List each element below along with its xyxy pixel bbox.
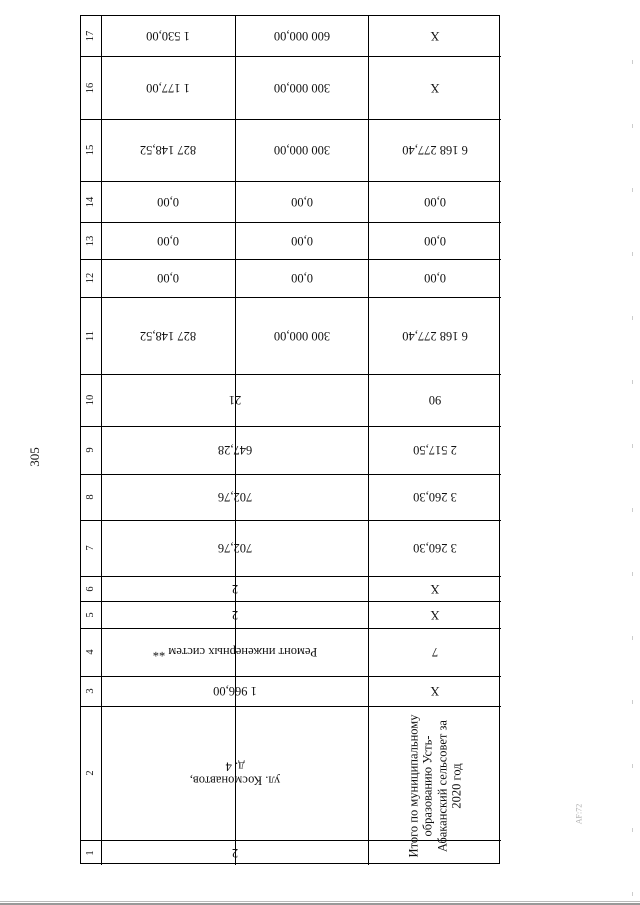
column-number-13 xyxy=(81,222,101,259)
row-a-col-9-text: 647,28 xyxy=(217,443,252,458)
column-number-8 xyxy=(81,474,101,520)
total-row-label xyxy=(368,706,501,865)
total-row-col-7 xyxy=(368,520,501,576)
row-b-col-17-text: 600 000,00 xyxy=(273,29,330,44)
column-number-17 xyxy=(81,16,101,56)
total-row-col-10 xyxy=(368,374,501,426)
row-a-col-17-text: 1 530,00 xyxy=(146,29,190,44)
total-row-col-6 xyxy=(368,576,501,601)
row-a-col-14-text: 0,00 xyxy=(157,194,179,209)
total-row-col-17-text: X xyxy=(429,29,440,44)
budget-repair-table xyxy=(80,15,500,864)
total-row-col-3-text: X xyxy=(429,684,440,699)
row-b-col-14 xyxy=(235,181,368,222)
column-number-2-text: 2 xyxy=(84,770,96,776)
row-b-col-11-text: 300 000,00 xyxy=(273,328,330,343)
total-row-col-8-text: 3 260,30 xyxy=(412,490,457,505)
row-a-col-17 xyxy=(101,16,235,56)
scan-edge-dots xyxy=(632,0,633,905)
row-a-col-15-text: 827 148,52 xyxy=(139,143,197,158)
column-number-11 xyxy=(81,297,101,374)
row-a-col-8 xyxy=(101,474,368,520)
row-a-col-5-text: 2 xyxy=(231,607,238,622)
column-number-17-text: 17 xyxy=(84,30,96,42)
column-number-13-text: 13 xyxy=(84,235,96,246)
total-row-col-8 xyxy=(368,474,501,520)
column-number-9 xyxy=(81,426,101,474)
row-a-col-12-text: 0,00 xyxy=(157,271,179,286)
column-number-7 xyxy=(81,520,101,576)
total-row-col-6-text: X xyxy=(429,581,440,596)
row-b-col-15-text: 300 000,00 xyxy=(273,143,330,158)
total-row-col-12-text: 0,00 xyxy=(423,271,446,286)
row-b-col-12 xyxy=(235,259,368,297)
column-number-4 xyxy=(81,628,101,676)
total-row-col-3 xyxy=(368,676,501,706)
row-a-col-13 xyxy=(101,222,235,259)
total-row-col-9 xyxy=(368,426,501,474)
row-a-col-16-text: 1 177,00 xyxy=(146,80,190,95)
column-number-6-text: 6 xyxy=(84,585,96,592)
total-row-col-13-text: 0,00 xyxy=(423,233,446,248)
row-b-col-14-text: 0,00 xyxy=(290,194,313,209)
row-a-col-3-text: 1 966,00 xyxy=(212,684,257,699)
row-a-col-12 xyxy=(101,259,235,297)
row-a-col-11 xyxy=(101,297,235,374)
row-b-col-15 xyxy=(235,119,368,181)
column-number-6 xyxy=(81,576,101,601)
row-b-col-13 xyxy=(235,222,368,259)
total-row-col-9-text: 2 517,50 xyxy=(412,443,457,458)
row-a-col-2-text: ул. Космонавтов, д. 4 xyxy=(189,759,280,788)
total-row-col-10-text: 90 xyxy=(428,393,441,408)
column-number-5 xyxy=(81,601,101,628)
column-number-15 xyxy=(81,119,101,181)
row-b-col-13-text: 0,00 xyxy=(290,233,313,248)
row-a-col-9 xyxy=(101,426,368,474)
row-b-col-11 xyxy=(235,297,368,374)
total-row-col-4 xyxy=(368,628,501,676)
row-a-col-10 xyxy=(101,374,368,426)
row-a-col-4-text: Ремонт инженерных систем ** xyxy=(152,645,317,660)
total-row-col-5 xyxy=(368,601,501,628)
column-number-9-text: 9 xyxy=(84,447,96,453)
column-number-16 xyxy=(81,56,101,119)
row-a-col-16 xyxy=(101,56,235,119)
column-number-14-text: 14 xyxy=(84,196,96,207)
row-a-col-11-text: 827 148,52 xyxy=(139,328,197,343)
row-a-col-7 xyxy=(101,520,368,576)
row-a-col-14 xyxy=(101,181,235,222)
column-number-4-text: 4 xyxy=(84,649,96,655)
total-row-col-11-text: 6 168 277,40 xyxy=(401,328,468,343)
total-row-col-16-text: X xyxy=(429,80,440,95)
row-a-col-6 xyxy=(101,576,368,601)
row-a-col-2 xyxy=(101,706,368,840)
total-row-col-11 xyxy=(368,297,501,374)
row-b-col-16-text: 300 000,00 xyxy=(273,80,330,95)
page-number: 305 xyxy=(27,447,42,467)
column-number-16-text: 16 xyxy=(84,82,96,93)
column-number-1 xyxy=(81,840,101,865)
total-row-col-5-text: X xyxy=(429,607,440,622)
column-number-7-text: 7 xyxy=(84,545,96,551)
column-number-3-text: 3 xyxy=(84,688,96,694)
row-a-col-4 xyxy=(101,628,368,676)
row-a-col-1-text: 2 xyxy=(231,845,238,860)
scan-mark: AF:72 xyxy=(574,803,584,825)
row-a-col-1 xyxy=(101,840,368,865)
total-row-label-text: Итого по муниципальному образованию Усть- Абаканский сельсовет за 2020 год xyxy=(405,714,463,857)
row-a-col-5 xyxy=(101,601,368,628)
column-number-1-text: 1 xyxy=(84,849,96,856)
row-a-col-8-text: 702,76 xyxy=(217,490,252,505)
column-number-2 xyxy=(81,706,101,840)
row-a-col-7-text: 702,76 xyxy=(217,541,252,556)
total-row-col-12 xyxy=(368,259,501,297)
column-number-10-text: 10 xyxy=(84,394,96,406)
column-number-5-text: 5 xyxy=(84,611,96,618)
column-number-15-text: 15 xyxy=(84,144,96,156)
total-row-col-7-text: 3 260,30 xyxy=(412,541,457,556)
column-number-10 xyxy=(81,374,101,426)
row-a-col-6-text: 2 xyxy=(231,581,238,596)
row-a-col-13-text: 0,00 xyxy=(157,233,179,248)
row-a-col-15 xyxy=(101,119,235,181)
column-number-8-text: 8 xyxy=(84,494,96,500)
row-b-col-17 xyxy=(235,16,368,56)
column-number-12-text: 12 xyxy=(84,272,96,284)
column-number-14 xyxy=(81,181,101,222)
column-number-3 xyxy=(81,676,101,706)
total-row-col-16 xyxy=(368,56,501,119)
row-b-col-12-text: 0,00 xyxy=(290,271,313,286)
total-row-col-17 xyxy=(368,16,501,56)
row-b-col-16 xyxy=(235,56,368,119)
column-number-12 xyxy=(81,259,101,297)
total-row-col-4-text: 7 xyxy=(431,645,438,660)
total-row-col-15-text: 6 168 277,40 xyxy=(401,143,468,158)
total-row-col-15 xyxy=(368,119,501,181)
column-number-11-text: 11 xyxy=(84,330,96,341)
total-row-col-14 xyxy=(368,181,501,222)
total-row-col-13 xyxy=(368,222,501,259)
row-a-col-3 xyxy=(101,676,368,706)
row-a-col-10-text: 21 xyxy=(228,393,241,408)
page-bottom-edge xyxy=(0,901,640,902)
total-row-col-14-text: 0,00 xyxy=(423,194,446,209)
